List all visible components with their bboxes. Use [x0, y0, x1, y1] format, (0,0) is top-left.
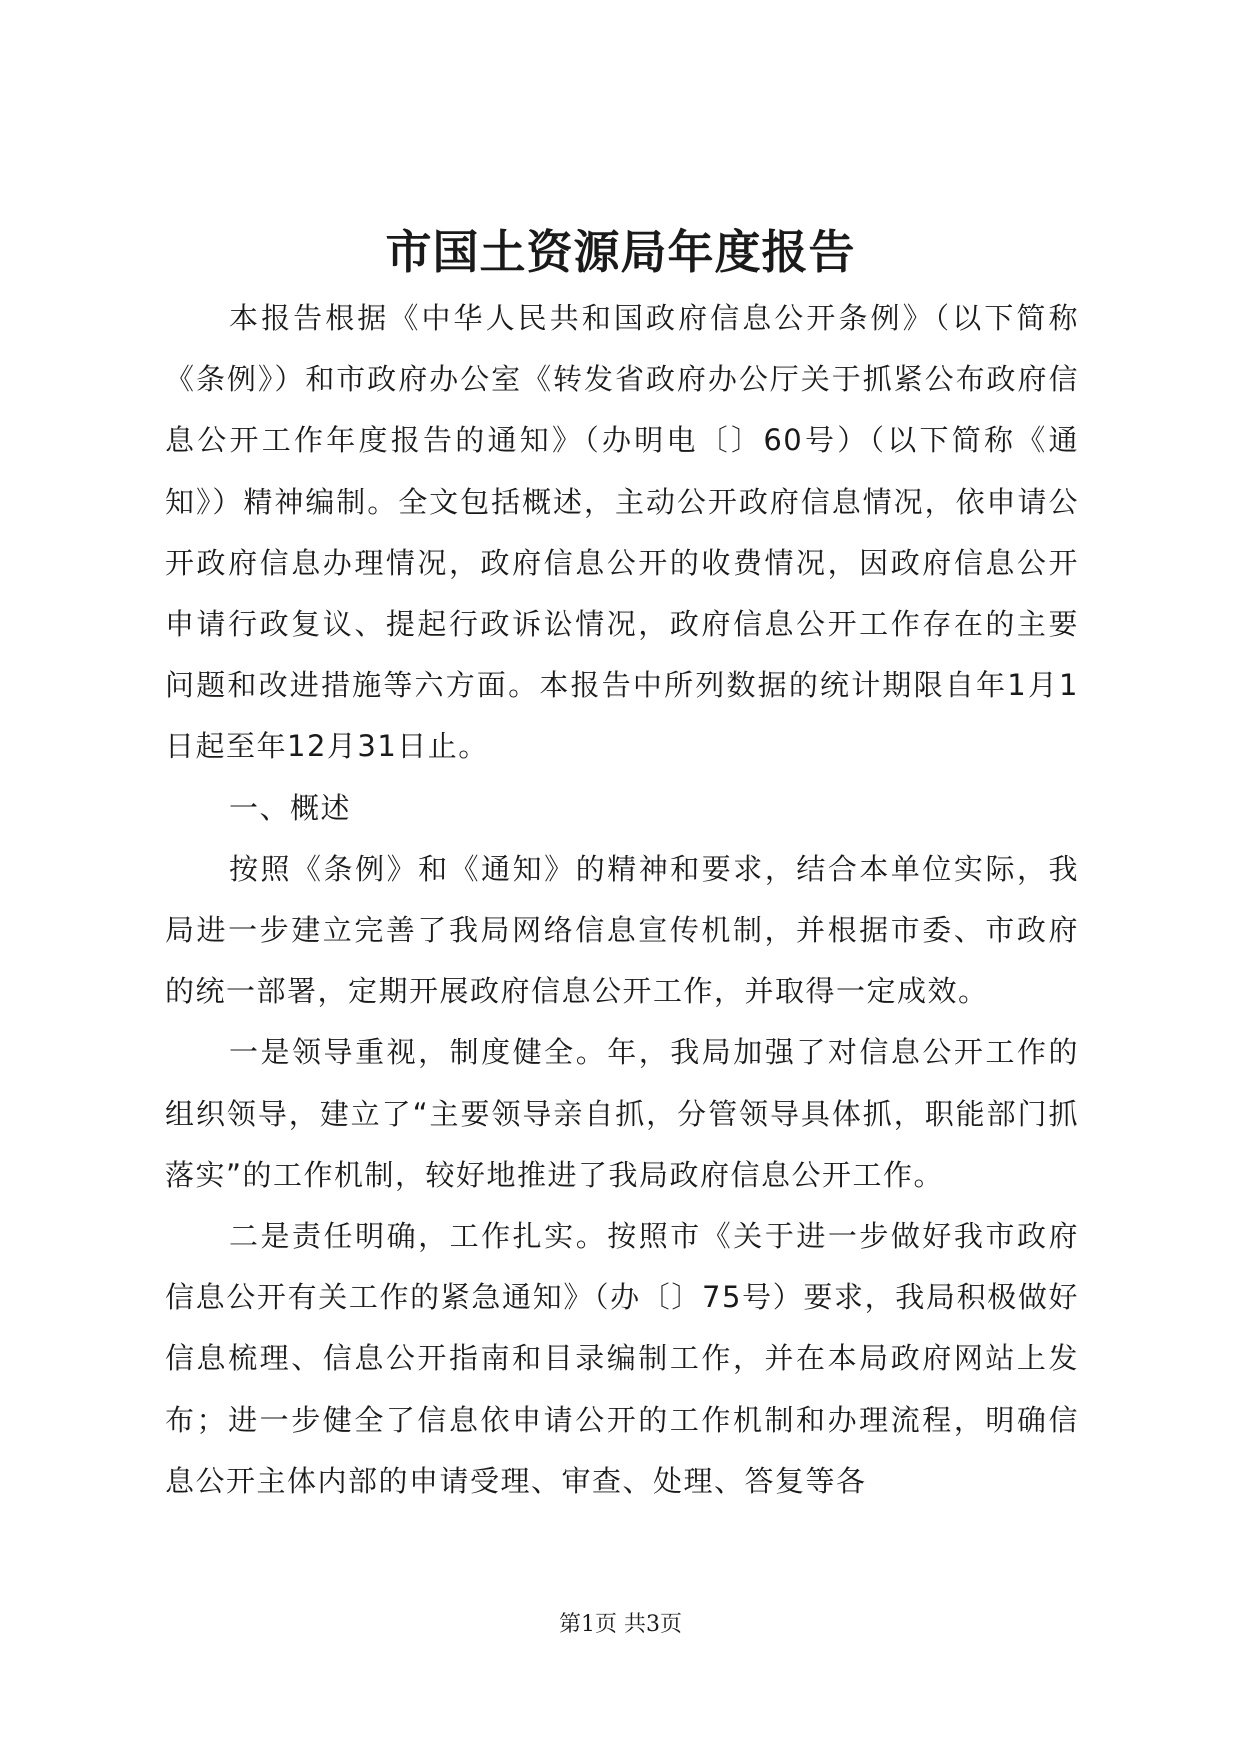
paragraph-point-two: 二是责任明确，工作扎实。按照市《关于进一步做好我市政府信息公开有关工作的紧急通知》（办〔〕75号）要求，我局积极做好信息梳理、信息公开指南和目录编制工作，并在本局政府网站上发布；进一步健全了信息依申请公开的工作机制和办理流程，明确信息公开主体内部的申请受理、审查、处理、答复等各	[165, 1219, 1079, 1498]
page-footer: 第1页 共3页	[559, 1612, 682, 1637]
paragraph-overview: 按照《条例》和《通知》的精神和要求，结合本单位实际，我局进一步建立完善了我局网络信息宣传机制，并根据市委、市政府的统一部署，定期开展政府信息公开工作，并取得一定成效。	[165, 851, 1079, 1009]
paragraph-intro: 本报告根据《中华人民共和国政府信息公开条例》（以下简称《条例》）和市政府办公室《转发省政府办公厅关于抓紧公布政府信息公开工作年度报告的通知》（办明电〔〕60号）（以下简称《通知》）精神编制。全文包括概述，主动公开政府信息情况，依申请公开政府信息办理情况，政府信息公开的收费情况，因政府信息公开申请行政复议、提起行政诉讼情况，政府信息公开工作存在的主要问题和改进措施等六方面。本报告中所列数据的统计期限自年1月1日起至年12月31日止。	[165, 301, 1079, 764]
document-body	[165, 288, 1079, 1512]
document-title: 市国土资源局年度报告	[385, 225, 856, 279]
section-heading-overview: 一、概述	[229, 790, 352, 825]
paragraph-point-one: 一是领导重视，制度健全。年，我局加强了对信息公开工作的组织领导，建立了“主要领导亲自抓，分管领导具体抓，职能部门抓落实”的工作机制，较好地推进了我局政府信息公开工作。	[165, 1035, 1079, 1192]
